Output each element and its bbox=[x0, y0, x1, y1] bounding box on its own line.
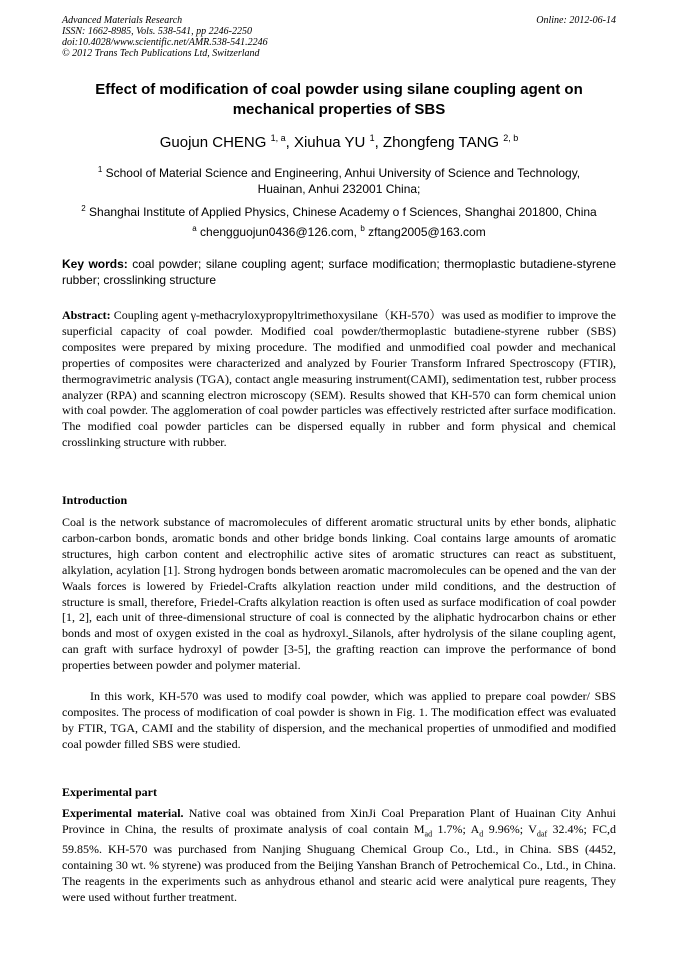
exp-sub-daf: daf bbox=[536, 829, 548, 839]
email-b: zftang2005@163.com bbox=[364, 225, 486, 239]
introduction-paragraph-1 bbox=[62, 515, 616, 674]
title-line-1: Effect of modification of coal powder using silane coupling agent on bbox=[95, 81, 583, 98]
affiliation-1 bbox=[62, 162, 616, 197]
journal-name: Advanced Materials Research bbox=[62, 15, 183, 26]
affiliation-1-mark: 1 bbox=[97, 165, 103, 174]
abstract bbox=[62, 308, 616, 451]
keywords-text: coal powder; silane coupling agent; surface modification; thermoplastic butadiene-styrene rubber; crosslinking structure bbox=[62, 257, 616, 287]
affiliation-2 bbox=[62, 201, 616, 220]
keywords bbox=[62, 256, 616, 288]
affiliation-2-text: Shanghai Institute of Applied Physics, Chinese Academy o f Sciences, Shanghai 201800, China bbox=[85, 205, 597, 219]
keywords-label: Key words: bbox=[62, 257, 128, 271]
journal-header bbox=[62, 15, 616, 59]
affiliation-1-line-1: School of Material Science and Engineering, Anhui University of Science and Technology, bbox=[102, 166, 581, 180]
intro-p1-part-1: Coal is the network substance of macromolecules of different aromatic structural units by ether bonds, aliphatic carbon-carbon bonds, aromatic bonds and other bridge bonds linking. Coal contains large amounts of aromatic structures, high carbon content and electrophilic active sites of aromatic structures can react as substituent, alkylation, acylation [1]. Strong hydrogen bonds between aromatic macromolecules can be opened and the van der Waals forces is lowered by Friedel-Crafts alkylation reaction under mild conditions, and the destruction of structure is small, therefore, Friedel-Crafts alkylation reaction is often used as surface modification of coal powder [1, 2], each unit of three-dimensional structure of coal is connected by the aliphatic hydrocarbon chains or ether bonds and most of oxygen existed in the coal as hydroxyl. bbox=[62, 515, 616, 641]
email-a: chengguojun0436@126.com, bbox=[196, 225, 361, 239]
author-1: Guojun CHENG bbox=[159, 134, 271, 151]
experimental-heading: Experimental part bbox=[62, 785, 157, 799]
exp-text-2: 1.7%; A bbox=[432, 821, 480, 836]
author-1-affil: 1, a bbox=[270, 133, 286, 143]
author-list bbox=[62, 128, 616, 153]
paper-title bbox=[62, 80, 616, 120]
exp-sub-ad: ad bbox=[424, 829, 433, 839]
introduction-heading: Introduction bbox=[62, 493, 128, 507]
exp-text-4: 32.4%; FC,d 59.85%. KH-570 was purchased from Nanjing Shuguang Chemical Group Co., Ltd., in China. SBS (4452, containing 30 wt. % styrene) was produced from the Beijing Yanshan Branch of Petrochemical Co., Ltd., in China. The reagents in the experiments such as anhydrous ethanol and stearic acid were analytical pure reagents, They were used without further treatment. bbox=[62, 821, 616, 904]
copyright-line: © 2012 Trans Tech Publications Ltd, Switzerland bbox=[62, 48, 260, 59]
doi-line: doi:10.4028/www.scientific.net/AMR.538-541.2246 bbox=[62, 37, 268, 48]
online-date: Online: 2012-06-14 bbox=[536, 15, 616, 26]
introduction-paragraph-2: In this work, KH-570 was used to modify coal powder, which was applied to prepare coal powder/ SBS composites. The process of modification of coal powder is shown in Fig. 1. The modification effect was evaluated by FTIR, TGA, CAMI and the stability of dispersion, and the mechanical properties of unmodified and modified coal powder filled SBS were studied. bbox=[62, 689, 616, 751]
intro-p1-part-2: Silanols, after hydrolysis of the silane coupling agent, can graft with surface hydroxyl of powder [3-5], the grafting reaction can improve the performance of bond properties between powder and polymer material. bbox=[62, 626, 617, 673]
experimental-material-paragraph bbox=[62, 806, 616, 906]
exp-text-3: 9.96%; V bbox=[483, 821, 537, 836]
email-b-mark: b bbox=[360, 224, 365, 233]
author-emails bbox=[62, 221, 616, 240]
affiliation-2-mark: 2 bbox=[81, 204, 86, 213]
author-3-affil: 2, b bbox=[503, 133, 519, 143]
title-line-2: mechanical properties of SBS bbox=[232, 101, 446, 118]
experimental-material-label: Experimental material. bbox=[62, 806, 184, 820]
email-a-mark: a bbox=[192, 224, 197, 233]
issn-line: ISSN: 1662-8985, Vols. 538-541, pp 2246-2250 bbox=[62, 26, 252, 37]
abstract-label: Abstract: bbox=[62, 308, 111, 322]
abstract-text: Coupling agent γ-methacryloxypropyltrimethoxysilane（KH-570）was used as modifier to improve the superficial capacity of coal powder. Modified coal powder/thermoplastic butadiene-styrene rubber (SBS) composites were prepared by mixing procedure. The modified and unmodified coal powder and mechanical properties of composites were characterized and analyzed by Fourier Transform Infrared Spectroscopy (FTIR), thermogravimetric analysis (TGA), contact angle measuring instrument(CAMI), sedimentation test, rubber process analyzer (RPA) and scanning electron microscopy (SEM). Results showed that KH-570 can form chemical union with coal powder. The agglomeration of coal powder particles was effectively restricted after surface modification. The modified coal powder particles can be dispersed equally in rubber and form physical and chemical crosslinking structure with rubber. bbox=[62, 308, 616, 450]
exp-text-1: Native coal was obtained from XinJi Coal Preparation Plant of Huainan City Anhui Province in China, the results of proximate analysis of coal contain M bbox=[62, 806, 616, 836]
exp-sub-d: d bbox=[479, 829, 484, 839]
author-3: , Zhongfeng TANG bbox=[374, 134, 504, 151]
author-2-affil: 1 bbox=[369, 133, 375, 143]
author-2: , Xiuhua YU bbox=[285, 134, 370, 151]
affiliation-1-line-2: Huainan, Anhui 232001 China; bbox=[257, 182, 421, 196]
